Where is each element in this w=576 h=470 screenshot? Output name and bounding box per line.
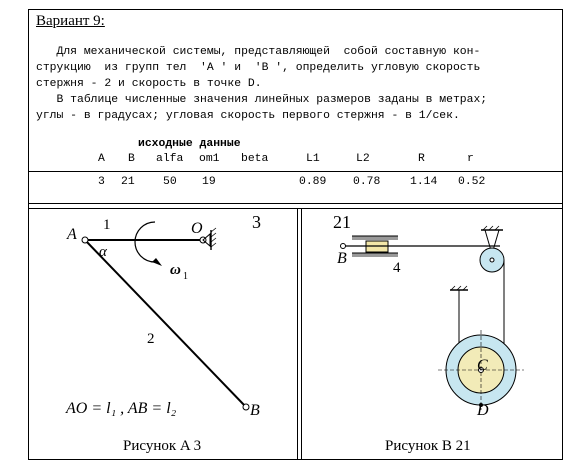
label-angle-alpha: α bbox=[99, 244, 107, 260]
label-omega-sub: 1 bbox=[183, 271, 188, 282]
label-point-d: D bbox=[477, 402, 489, 419]
formula: AO = l₁ , AB = l₂ bbox=[66, 400, 177, 417]
paragraph-line: струкцию из групп тел 'A ' и 'B ', определить угловую скорость bbox=[36, 62, 481, 74]
table-title: исходные данные bbox=[138, 138, 241, 150]
figure-a-number: 3 bbox=[252, 212, 261, 232]
table-header-cell: alfa bbox=[156, 153, 184, 165]
table-header-cell: A bbox=[98, 153, 105, 165]
paragraph-line: В таблице численные значения линейных размеров заданы в метрах; bbox=[36, 94, 488, 106]
label-rod-2: 2 bbox=[147, 331, 155, 347]
label-omega: ω bbox=[170, 262, 181, 278]
figure-b-number: 21 bbox=[333, 212, 351, 232]
table-value-cell: 50 bbox=[163, 176, 177, 188]
table-value-cell: 3 bbox=[98, 176, 105, 188]
label-rod-1: 1 bbox=[103, 217, 111, 233]
label-slider-4: 4 bbox=[393, 260, 401, 276]
table-header-cell: beta bbox=[241, 153, 269, 165]
label-point-c: C bbox=[477, 357, 488, 374]
table-value-cell: 0.52 bbox=[458, 176, 486, 188]
table-header-cell: L1 bbox=[306, 153, 320, 165]
table-header-cell: R bbox=[418, 153, 425, 165]
figure-a-caption: Рисунок A 3 bbox=[123, 438, 202, 454]
paragraph-line: стержня - 2 и скорость в точке D. bbox=[36, 78, 262, 90]
table-header-cell: om1 bbox=[199, 153, 220, 165]
table-header-cell: B bbox=[128, 153, 135, 165]
label-point-b: B bbox=[250, 402, 260, 419]
table-header-cell: L2 bbox=[356, 153, 370, 165]
table-value-cell: 19 bbox=[202, 176, 216, 188]
table-value-cell: 21 bbox=[121, 176, 135, 188]
table-value-cell: 1.14 bbox=[410, 176, 438, 188]
figure-b-caption: Рисунок B 21 bbox=[385, 438, 471, 454]
label-point-b: B bbox=[337, 250, 347, 267]
table-value-cell: 0.89 bbox=[299, 176, 327, 188]
paragraph-line: Для механической системы, представляющей собой составную кон- bbox=[36, 46, 481, 58]
label-point-a: A bbox=[67, 226, 77, 243]
variant-title: Вариант 9: bbox=[36, 13, 105, 29]
table-header-cell: r bbox=[467, 153, 474, 165]
paragraph-line: углы - в градусах; угловая скорость первого стержня - в 1/сек. bbox=[36, 110, 460, 122]
label-point-o: O bbox=[191, 220, 203, 237]
table-value-cell: 0.78 bbox=[353, 176, 381, 188]
